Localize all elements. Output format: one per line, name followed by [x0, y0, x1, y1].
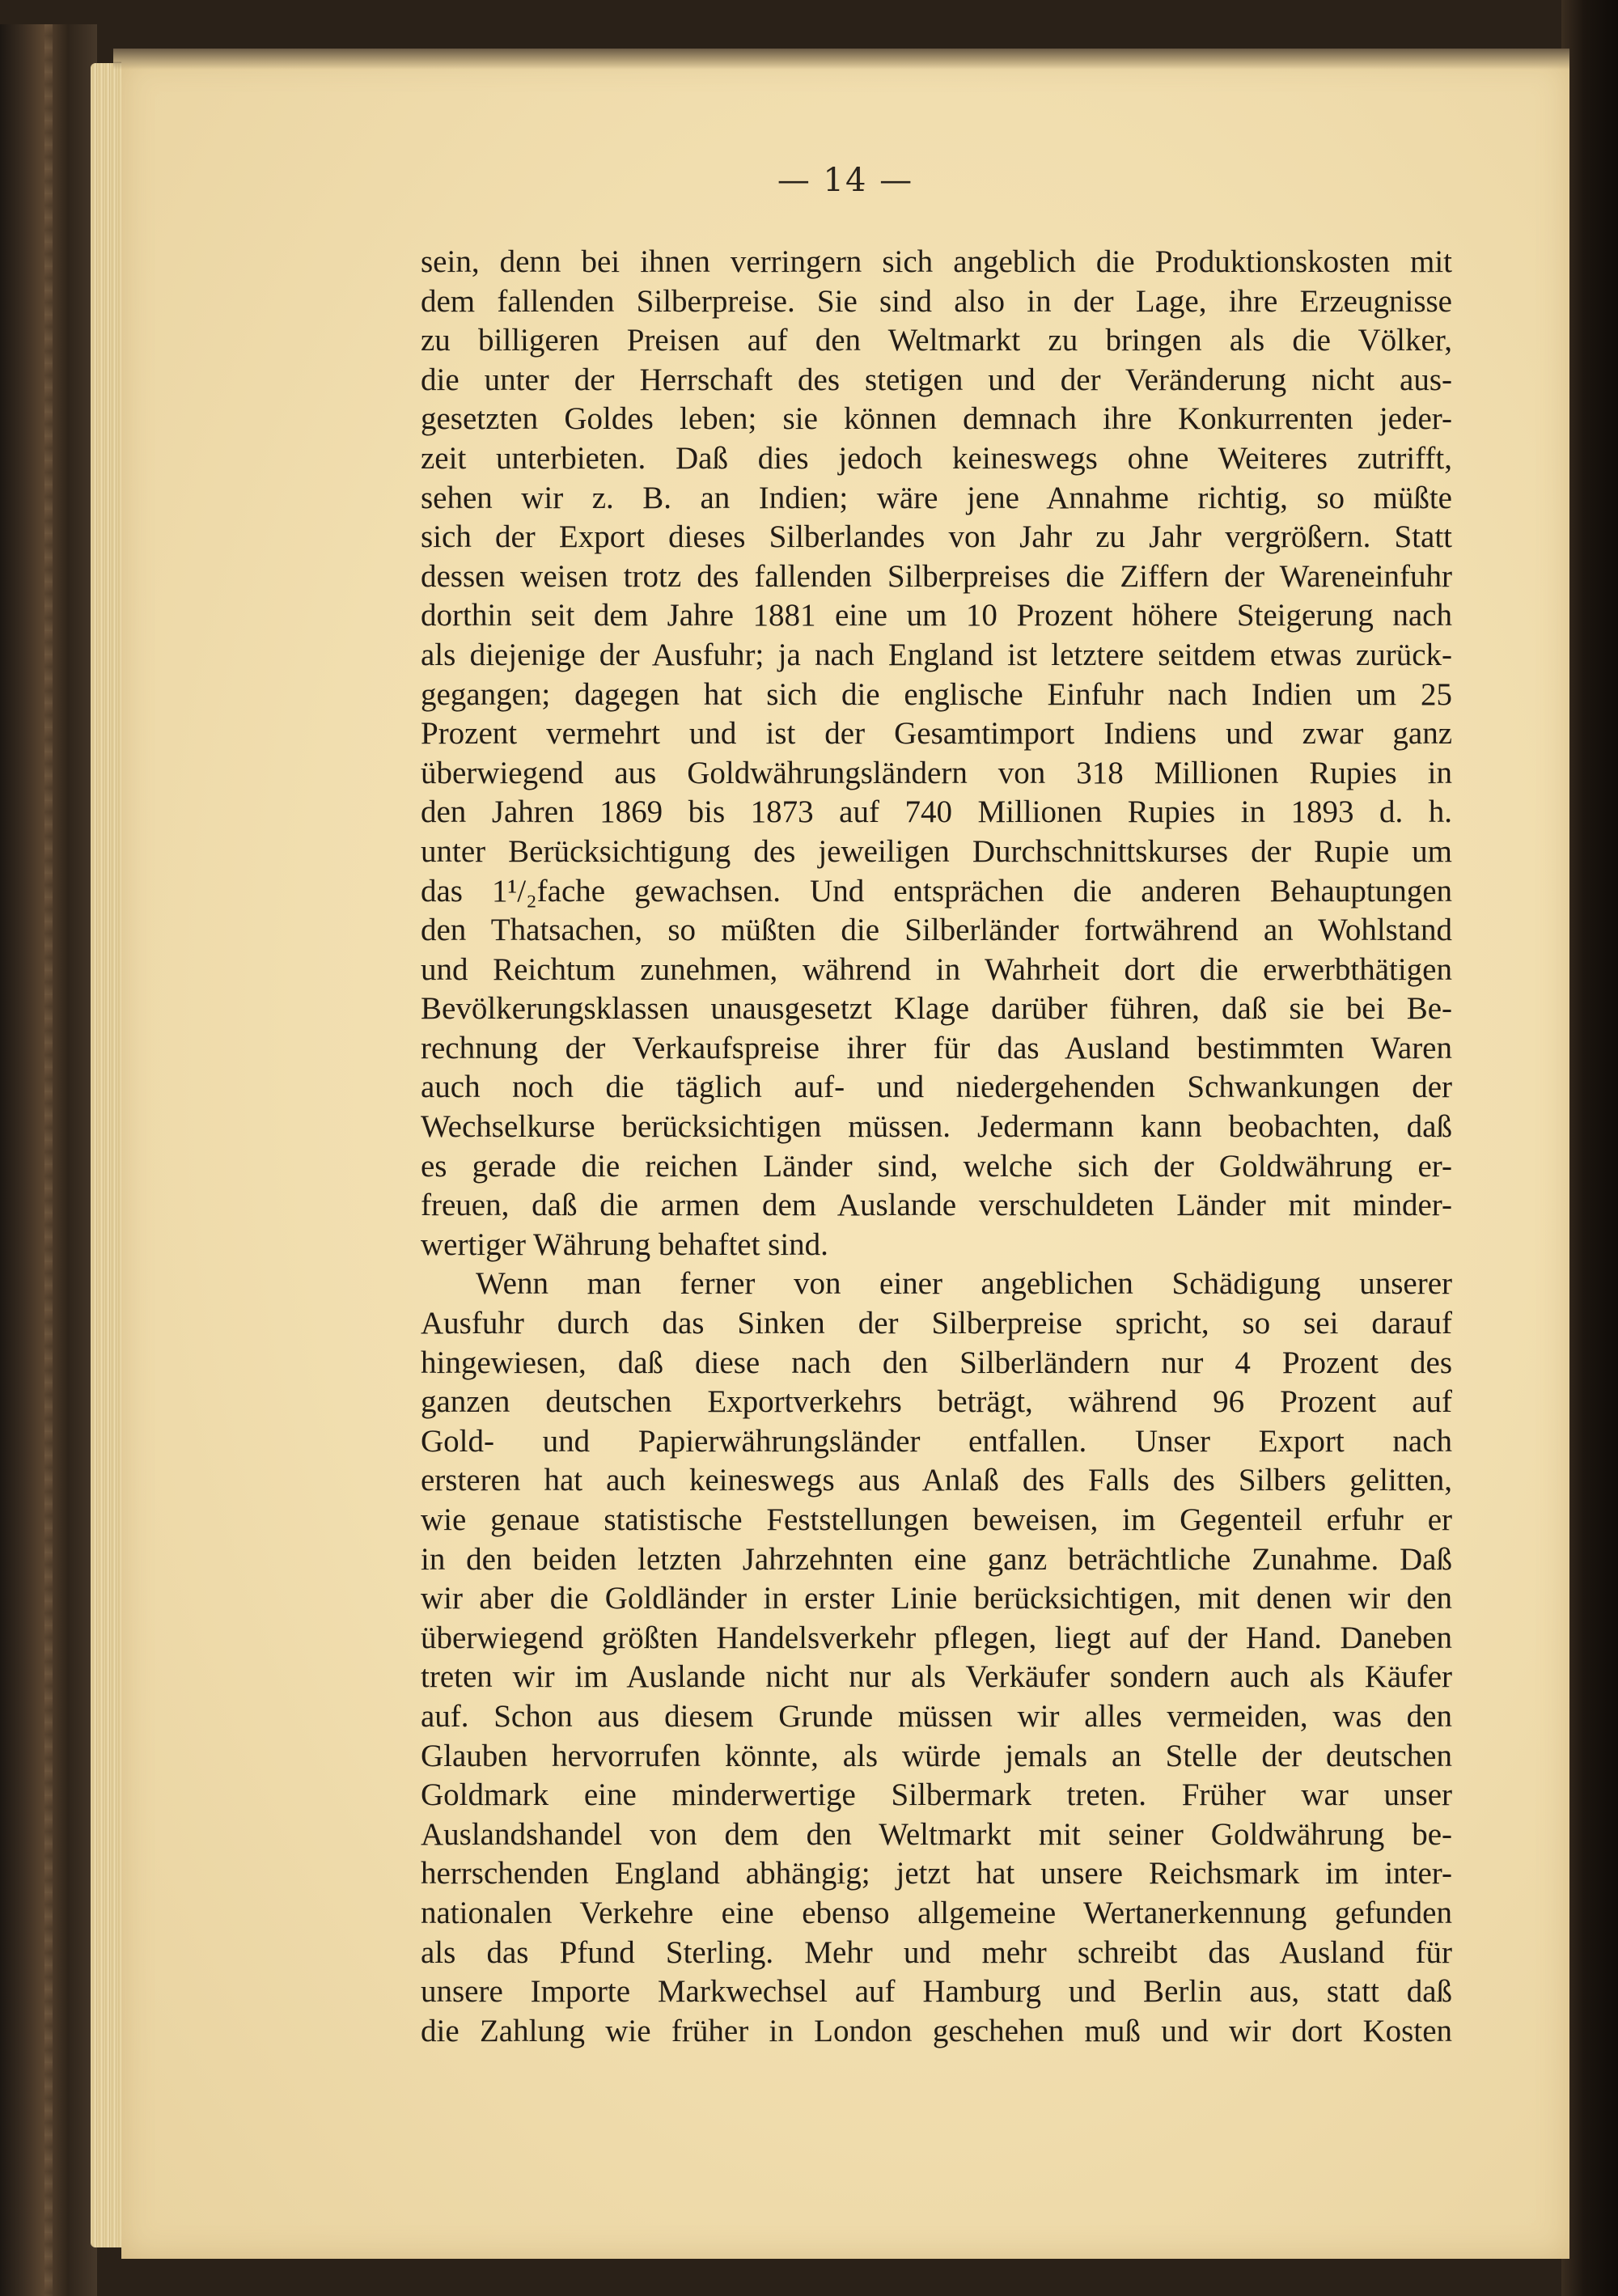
text-line: Wenn man ferner von einer angeblichen Schädigung unserer	[476, 1266, 1452, 1302]
text-line: Prozent vermehrt und ist der Gesamtimport Indiens und zwar ganz	[421, 716, 1452, 752]
text-line: in den beiden letzten Jahrzehnten eine ganz beträchtliche Zunahme. Daß	[421, 1541, 1452, 1577]
text-line: als diejenige der Ausfuhr; ja nach England ist letztere seitdem etwas zurück-	[421, 637, 1452, 672]
text-line: unsere Importe Markwechsel auf Hamburg und Berlin aus, statt daß	[421, 1974, 1452, 2010]
text-line: es gerade die reichen Länder sind, welche sich der Goldwährung er-	[421, 1148, 1452, 1184]
text-line: sich der Export dieses Silberlandes von Jahr zu Jahr vergrößern. Statt	[421, 519, 1452, 555]
text-line: sehen wir z. B. an Indien; wäre jene Annahme richtig, so müßte	[421, 480, 1452, 515]
text-line: nationalen Verkehre eine ebenso allgemeine Wertanerkennung gefunden	[421, 1895, 1452, 1930]
text-line: Gold- und Papierwährungsländer entfallen. Unser Export nach	[421, 1423, 1452, 1459]
text-line: den Jahren 1869 bis 1873 auf 740 Millionen Rupies in 1893 d. h.	[421, 794, 1452, 830]
text-line: überwiegend aus Goldwährungsländern von 318 Millionen Rupies in	[421, 755, 1452, 790]
text-line: rechnung der Verkaufspreise ihrer für das Ausland bestimmten Waren	[421, 1030, 1452, 1065]
text-line: als das Pfund Sterling. Mehr und mehr schreibt das Ausland für	[421, 1934, 1452, 1970]
text-line: wir aber die Goldländer in erster Linie berücksichtigen, mit denen wir den	[421, 1581, 1452, 1616]
text-line: dessen weisen trotz des fallenden Silberpreises die Ziffern der Wareneinfuhr	[421, 558, 1452, 594]
text-line: zu billigeren Preisen auf den Weltmarkt zu bringen als die Völker,	[421, 323, 1452, 358]
book-cover-left	[0, 24, 97, 2296]
text-line: dorthin seit dem Jahre 1881 eine um 10 Prozent höhere Steigerung nach	[421, 598, 1452, 633]
text-line: ganzen deutschen Exportverkehrs beträgt, während 96 Prozent auf	[421, 1384, 1452, 1420]
text-line: ersteren hat auch keineswegs aus Anlaß des Falls des Silbers gelitten,	[421, 1463, 1452, 1498]
text-line: Bevölkerungsklassen unausgesetzt Klage darüber führen, daß sie bei Be-	[421, 991, 1452, 1027]
text-line: überwiegend größten Handelsverkehr pflegen, liegt auf der Hand. Daneben	[421, 1620, 1452, 1655]
text-line: die unter der Herrschaft des stetigen und der Veränderung nicht aus-	[421, 362, 1452, 397]
text-line: das 1¹/₂fache gewachsen. Und entsprächen die anderen Behauptungen	[421, 873, 1452, 909]
text-line: Glauben hervorrufen könnte, als würde jemals an Stelle der deutschen	[421, 1738, 1452, 1773]
text-line: dem fallenden Silberpreise. Sie sind also in der Lage, ihre Erzeugnisse	[421, 283, 1452, 319]
text-line: herrschenden England abhängig; jetzt hat unsere Reichsmark im inter-	[421, 1856, 1452, 1891]
text-line: auch noch die täglich auf- und niedergehenden Schwankungen der	[421, 1070, 1452, 1105]
text-line: zeit unterbieten. Daß dies jedoch keineswegs ohne Weiteres zutrifft,	[421, 440, 1452, 476]
text-line: gesetzten Goldes leben; sie können demnach ihre Konkurrenten jeder-	[421, 401, 1452, 437]
page-top-shadow	[113, 49, 1569, 70]
book-cover-right	[1561, 0, 1618, 2296]
text-line: sein, denn bei ihnen verringern sich angeblich die Produktionskosten mit	[421, 244, 1452, 279]
text-line: Auslandshandel von dem den Weltmarkt mit seiner Goldwährung be-	[421, 1816, 1452, 1852]
text-line: freuen, daß die armen dem Auslande verschuldeten Länder mit minder-	[421, 1188, 1452, 1223]
text-line: wie genaue statistische Feststellungen beweisen, im Gegenteil erfuhr er	[421, 1502, 1452, 1537]
text-line: und Reichtum zunehmen, während in Wahrheit dort die erwerbthätigen	[421, 951, 1452, 987]
text-line: Ausfuhr durch das Sinken der Silberpreise spricht, so sei darauf	[421, 1306, 1452, 1341]
text-line: unter Berücksichtigung des jeweiligen Durchschnittskurses der Rupie um	[421, 833, 1452, 869]
text-line: auf. Schon aus diesem Grunde müssen wir alles vermeiden, was den	[421, 1698, 1452, 1734]
text-line: treten wir im Auslande nicht nur als Verkäufer sondern auch als Käufer	[421, 1659, 1452, 1695]
text-line: die Zahlung wie früher in London geschehen muß und wir dort Kosten	[421, 2013, 1452, 2048]
body-text	[421, 243, 1452, 2051]
text-line: wertiger Währung behaftet sind.	[421, 1226, 828, 1262]
text-line: Goldmark eine minderwertige Silbermark treten. Früher war unser	[421, 1777, 1452, 1813]
text-line: Wechselkurse berücksichtigen müssen. Jedermann kann beobachten, daß	[421, 1109, 1452, 1145]
text-line: gegangen; dagegen hat sich die englische Einfuhr nach Indien um 25	[421, 676, 1452, 712]
page-number: — 14 —	[777, 162, 914, 199]
text-line: den Thatsachen, so müßten die Silberländer fortwährend an Wohlstand	[421, 913, 1452, 948]
text-line: hingewiesen, daß diese nach den Silberländern nur 4 Prozent des	[421, 1345, 1452, 1380]
